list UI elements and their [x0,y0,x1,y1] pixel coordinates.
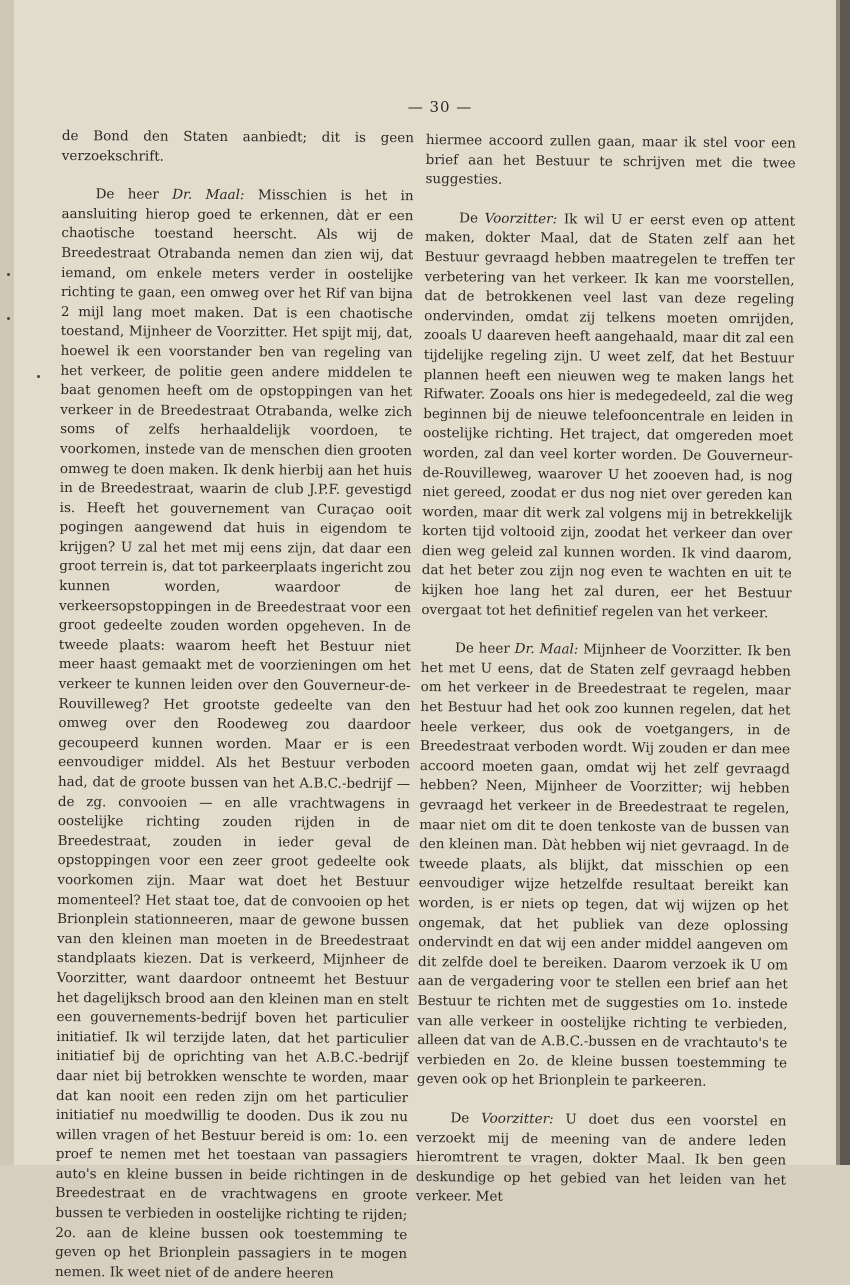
left-column [55,127,414,1285]
speaker-name: Dr. Maal: [514,641,579,658]
scan-speck [7,317,10,320]
paragraph-continuation: hiermee accoord zullen gaan, maar ik stel voor een brief aan het Bestuur te schrijven met die twee suggesties. [425,131,796,188]
page-edge-shadow [836,0,850,1165]
paragraph-continuation: de Bond den Staten aanbiedt; dit is geen verzoekschrift. [61,127,414,165]
speaker-name: Voorzitter: [484,210,558,228]
speaker-name: Voorzitter: [481,1110,554,1128]
page-number: — 30 — [407,98,473,116]
paragraph-dr-maal-reply: De heer Dr. Maal: Mijnheer de Voorzitter. Ik ben het met U eens, dat de Staten zelf gevraagd hebben om het verkeer in de Breedestraat te regelen, maar het Bestuur had het ook zoo kunnen regelen, dat het heele verkeer, dus ook de voetgangers, in de Breedestraat verboden wordt. Wij zouden er dan mee accoord moeten gaan, omdat wij het zelf gevraagd hebben? Neen, Mijnheer de Voorzitter; wij hebben gevraagd het verkeer in de Breedestraat te regelen, maar niet om dit te doen tenkoste van de bussen van den kleinen man. Dàt hebben wij niet gevraagd. In de tweede plaats, als blijkt, dat misschien op een eenvoudiger wijze hetzelfde resultaat bereikt kan worden, is er niets op tegen, dat wij wijzen op het ongemak, dat het publiek van deze oplossing ondervindt en dat wij een ander middel aangeven om dit zelfde doel te bereiken. Daarom verzoek ik U om aan de vergadering voor te stellen een brief aan het Bestuur te richten met de suggesties om 1o. instede van alle verkeer in oostelijke richting te verbieden, alleen dat van de A.B.C.-bussen en de vrachtauto's te verbieden en 2o. de kleine bussen toestemming te geven ook op het Brionplein te parkeeren. [416,640,792,1091]
right-column [416,131,796,1210]
paragraph-dr-maal-speech: De heer Dr. Maal: Misschien is het in aansluiting hierop goed te erkennen, dàt er een chaotische toestand heerscht. Als wij de Breedestraat Otrabanda nemen dan zien wij, dat iemand, om enkele meters verder in oostelijke richting te gaan, een omweg over het Rif van bijna 2 mijl lang moet maken. Dat is een chaotische toestand, Mijnheer de Voorzitter. Het spijt mij, dat, hoewel ik een voorstander ben van regeling van het verkeer, de politie geen andere middelen te baat genomen heeft om de opstoppingen van het verkeer in de Breedestraat Otrabanda, welke zich soms of zelfs herhaaldelijk voordoen, te voorkomen, instede van de menschen dien grooten omweg te doen maken. Ik denk hierbij aan het huis in de Breedestraat, waarin de club J.P.F. gevestigd is. Heeft het gouvernement van Curaçao ooit pogingen aangewend dat huis in eigendom te krijgen? U zal het met mij eens zijn, dat daar een groot terrein is, dat tot parkeerplaats ingericht zou kunnen worden, waardoor de verkeersopstoppingen in de Breedestraat voor een groot gedeelte zouden worden opgeheven. In de tweede plaats: waarom heeft het Bestuur niet meer haast gemaakt met de voorzieningen om het verkeer te kunnen leiden over den Gouverneur-de-Rouvilleweg? Het grootste gedeelte van den omweg over den Roodeweg zou daardoor gecoupeerd kunnen worden. Maar er is een eenvoudiger middel. Als het Bestuur verboden had, dat de groote bussen van het A.B.C.-bedrijf — de zg. convooien — en alle vrachtwagens in oostelijke richting zouden rijden in de Breedestraat, zouden in ieder geval de opstoppingen voor een zeer groot gedeelte ook voorkomen zijn. Maar wat doet het Bestuur momenteel? Het staat toe, dat de convooien op het Brionplein stationneeren, maar de gewone bussen van den kleinen man moeten in de Breedestraat standplaats kiezen. Dat is verkeerd, Mijnheer de Voorzitter, want daardoor ontneemt het Bestuur het dagelijksch brood aan den kleinen man en stelt een gouvernements-bedrijf boven het particulier initiatief. Ik wil terzijde laten, dat het particulier initiatief bij de oprichting van het A.B.C.-bedrijf daar niet bij betrokken wenschte te worden, maar dat kan nooit een reden zijn om het particulier initiatief nu moedwillig te dooden. Dus ik zou nu willen vragen of het Bestuur bereid is om: 1o. een proef te nemen met het toestaan van passagiers auto's en kleine bussen in beide richtingen in de Breedestraat en de vrachtwagens en groote bussen te verbieden in oostelijke richting te rijden; 2o. aan de kleine bussen ook toestemming te geven op het Brionplein passagiers in te mogen nemen. Ik weet niet of de andere heeren [54,186,414,1282]
speaker-name: Dr. Maal: [172,186,245,204]
paragraph-voorzitter-speech: De Voorzitter: Ik wil U er eerst even op attent maken, dokter Maal, dat de Staten zelf aan het Bestuur gevraagd hebben maatregelen te treffen ter verbetering van het verkeer. Ik kan me voorstellen, dat de betrokkenen veel last van deze regeling ondervinden, omdat zij telkens moeten omrijden, zooals U daareven heeft aangehaald, maar dit zal een tijdelijke regeling zijn. U weet zelf, dat het Bestuur plannen heeft een nieuwen weg te maken langs het Rifwater. Zooals ons hier is medegedeeld, zal die weg beginnen bij de nieuwe telefooncentrale en leiden in oostelijke richting. Het traject, dat omgereden moet worden, zal dan veel korter worden. De Gouverneur-de-Rouvilleweg, waarover U het zooeven had, is nog niet gereed, zoodat er dus nog niet over gereden kan worden, maar dit werk zal volgens mij in betrekkelijk korten tijd voltooid zijn, zoodat het verkeer dan over dien weg geleid zal kunnen worden. Ik vind daarom, dat het beter zou zijn nog even te wachten en uit te kijken hoe lang het zal duren, eer het Bestuur overgaat tot het definitief regelen van het verkeer. [421,210,796,621]
scan-left-margin [0,0,14,1165]
scan-speck [37,375,40,378]
scan-speck [7,273,10,276]
paragraph-voorzitter-closing: De Voorzitter: U doet dus een voorstel en verzoekt mij de meening van de andere leden hieromtrent te vragen, dokter Maal. Ik ben geen deskundige op het gebied van het leiden van het verkeer. Met [415,1110,787,1206]
